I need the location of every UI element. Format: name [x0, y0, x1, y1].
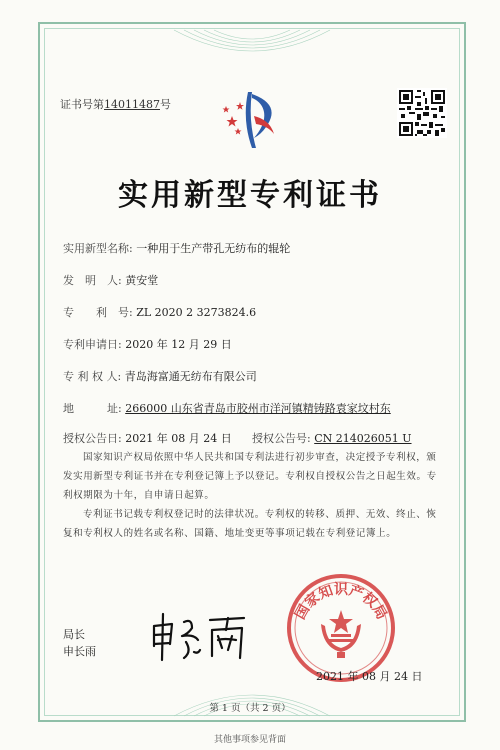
- paragraph-legal-status: 专利证书记载专利权登记时的法律状况。专利权的转移、质押、无效、终止、恢复和专利权人的姓名或名称、国籍、地址变更等事项记载在专利登记簿上。: [63, 509, 437, 539]
- field-value: 黄安堂: [125, 274, 159, 287]
- field-grant-date: [63, 430, 232, 446]
- field-label: 授权公告号:: [252, 432, 311, 445]
- field-value: 266000 山东省青岛市胶州市洋河镇精铸路袁家坟村东: [125, 402, 391, 415]
- field-inventor: [63, 272, 158, 288]
- field-address: [63, 400, 391, 416]
- director-name: 申长雨: [63, 645, 96, 658]
- qr-code-icon: [397, 88, 447, 138]
- svg-text:国家知识产权局: 国家知识产权局: [292, 582, 390, 623]
- field-patent-number: [63, 304, 256, 320]
- certificate-number-label: 证书号第: [60, 98, 104, 111]
- cnipa-logo-icon: [218, 86, 282, 152]
- field-label: 地 址:: [63, 402, 122, 415]
- field-utility-model-name: [63, 240, 290, 256]
- field-value: 一种用于生产带孔无纺布的辊轮: [136, 242, 291, 255]
- field-label: 发 明 人:: [63, 274, 122, 287]
- field-grant-number: [252, 430, 412, 446]
- field-label: 专利申请日:: [63, 338, 122, 351]
- field-value: ZL 2020 2 3273824.6: [136, 306, 257, 319]
- field-label: 专 利 号:: [63, 306, 133, 319]
- director-title: 局长: [63, 628, 85, 641]
- director-handwritten-signature: [148, 608, 253, 663]
- certificate-number: [60, 96, 171, 112]
- page-number: 第 1 页（共 2 页）: [209, 703, 291, 714]
- certificate-title: 实用新型专利证书: [118, 178, 382, 213]
- field-patent-holder: [63, 368, 257, 384]
- field-label: 授权公告日:: [63, 432, 122, 445]
- field-value: 2021 年 08 月 24 日: [125, 432, 232, 445]
- guilloche-top-ornament: [44, 28, 460, 68]
- field-label: 专 利 权 人:: [63, 370, 122, 383]
- field-application-date: [63, 336, 232, 352]
- field-value: CN 214026051 U: [314, 432, 412, 445]
- seal-date: 2021 年 08 月 24 日: [316, 670, 423, 683]
- certificate-number-value: 14011487: [104, 98, 160, 111]
- paragraph-grant-statement: 国家知识产权局依照中华人民共和国专利法进行初步审查，决定授予专利权，颁发实用新型专利证书并在专利登记簿上予以登记。专利权自授权公告之日起生效。专利权期限为十年，自申请日起算。: [63, 452, 437, 501]
- field-value: 青岛海富通无纺布有限公司: [124, 370, 257, 383]
- certificate-number-suffix: 号: [160, 98, 171, 111]
- footer-note: 其他事项参见背面: [213, 735, 286, 745]
- field-label: 实用新型名称:: [63, 242, 133, 255]
- field-value: 2020 年 12 月 29 日: [125, 338, 232, 351]
